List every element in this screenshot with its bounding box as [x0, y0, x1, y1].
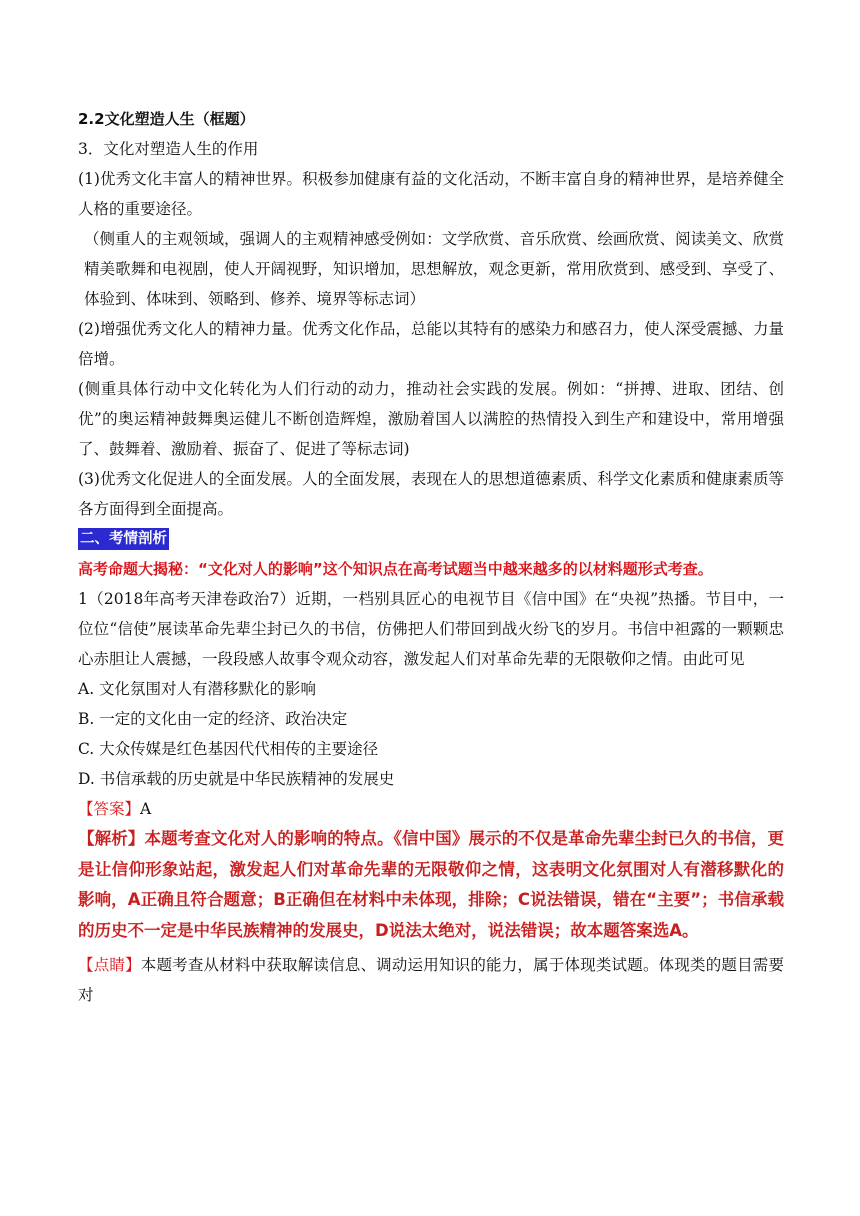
answer-line: [78, 794, 784, 824]
document-page: [78, 104, 784, 1010]
dianjing-line: [78, 950, 784, 1010]
dianjing-text: 本题考查从材料中获取解读信息、调动运用知识的能力，属于体现类试题。体现类的题目需要对: [78, 956, 784, 1004]
option-b: B. 一定的文化由一定的经济、政治决定: [78, 710, 348, 728]
section-tag: 二、考情剖析: [78, 528, 169, 550]
point-1-note: （侧重人的主观领域，强调人的主观精神感受例如：文学欣赏、音乐欣赏、绘画欣赏、阅读美文、欣赏精美歌舞和电视剧，使人开阔视野，知识增加，思想解放，观念更新，常用欣赏到、感受到、享受了、体验到、体味到、领略到、修养、境界等标志词）: [84, 230, 784, 308]
answer-value: A: [140, 800, 152, 818]
exam-secret: 高考命题大揭秘：“文化对人的影响”这个知识点在高考试题当中越来越多的以材料题形式考查。: [78, 560, 713, 578]
analysis: 【解析】本题考查文化对人的影响的特点。《信中国》展示的不仅是革命先辈尘封已久的书信，更是让信仰形象站起，激发起人们对革命先辈的无限敬仰之情，这表明文化氛围对人有潜移默化的影响，A正确且符合题意；B正确但在材料中未体现，排除；C说法错误，错在“主要”；书信承载的历史不一定是中华民族精神的发展史，D说法太绝对，说法错误；故本题答案选A。: [78, 829, 784, 940]
question-stem: 1（2018年高考天津卷政治7）近期，一档别具匠心的电视节目《信中国》在“央视”热播。节目中，一位位“信使”展读革命先辈尘封已久的书信，仿佛把人们带回到战火纷飞的岁月。书信中袒露的一颗颗忠心赤胆让人震撼，一段段感人故事令观众动容，激发起人们对革命先辈的无限敬仰之情。由此可见: [78, 590, 784, 668]
point-2-note: (侧重具体行动中文化转化为人们行动的动力，推动社会实践的发展。例如：“拼搏、进取、团结、创优”的奥运精神鼓舞奥运健儿不断创造辉煌，激励着国人以满腔的热情投入到生产和建设中，常用增强了、鼓舞着、激励着、振奋了、促进了等标志词): [78, 380, 784, 458]
dianjing-label: 【点睛】: [78, 956, 141, 974]
option-a: A. 文化氛围对人有潜移默化的影响: [78, 680, 317, 698]
point-1: (1)优秀文化丰富人的精神世界。积极参加健康有益的文化活动，不断丰富自身的精神世界，是培养健全人格的重要途径。: [78, 170, 784, 218]
point-3: (3)优秀文化促进人的全面发展。人的全面发展，表现在人的思想道德素质、科学文化素质和健康素质等各方面得到全面提高。: [78, 470, 784, 518]
option-d: D. 书信承载的历史就是中华民族精神的发展史: [78, 770, 395, 788]
option-c: C. 大众传媒是红色基因代代相传的主要途径: [78, 740, 379, 758]
answer-label: 【答案】: [78, 800, 141, 818]
subheading: 3．文化对塑造人生的作用: [78, 140, 259, 158]
section-heading: 2.2文化塑造人生（框题）: [78, 110, 255, 128]
point-2: (2)增强优秀文化人的精神力量。优秀文化作品，总能以其特有的感染力和感召力，使人深受震撼、力量倍增。: [78, 320, 784, 368]
section-tag-row: [78, 524, 784, 554]
